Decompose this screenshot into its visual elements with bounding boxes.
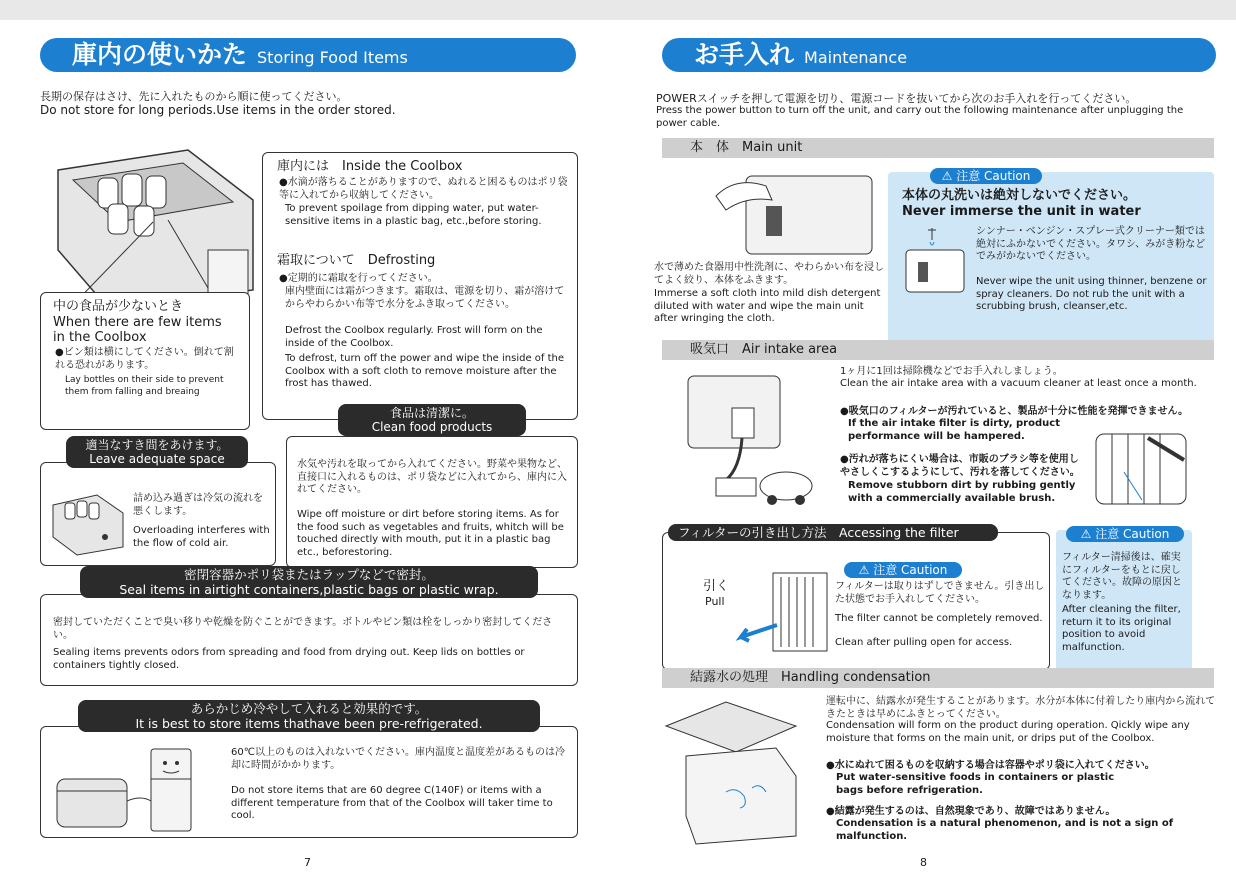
intro-jp: POWERスイッチを押して電源を切り、電源コードを抜いてから次のお手入れを行ってください。 (656, 92, 1137, 105)
condensation-bar: 結露水の処理 Handling condensation (662, 668, 1214, 688)
cond-jp: 運転中に、結露水が発生することがあります。水分が本体に付着したり庫内から流れてきたときは早めにふきとってください。 (826, 696, 1216, 720)
title-jp: 庫内の使いかた (72, 40, 248, 69)
precool-tag-en: It is best to store items thathave been pre-refrigerated. (135, 716, 483, 731)
inside-jp: ●水滴が落ちることがありますので、ぬれると困るものはポリ袋等に入れてから収納してください。 (279, 177, 568, 201)
defrost-jp1: ●定期的に霜取を行ってください。 (279, 273, 438, 284)
defrost-en1: Defrost the Coolbox regularly. Frost will form on the inside of the Coolbox. (285, 325, 543, 349)
caution-head-jp: 本体の丸洗いは絶対しないでください。 (902, 188, 1137, 203)
open-coolbox-illustration (656, 696, 806, 846)
space-tag-en: Leave adequate space (89, 452, 225, 466)
cond-b2-jp: ●結露が発生するのは、自然現象であり、故障ではありません。 (826, 806, 1116, 817)
cond-b2-en: Condensation is a natural phenomenon, and is not a sign of malfunction. (836, 818, 1174, 842)
precool-tag-jp: あらかじめ冷やして入れると効果的です。 (190, 701, 428, 716)
side-caution-en: After cleaning the filter, return it to its original position to avoid malfunction. (1062, 604, 1181, 653)
cond-b1-jp: ●水にぬれて困るものを収納する場合は容器やポリ袋に入れてください。 (826, 760, 1155, 771)
filter-access-box (662, 532, 1050, 670)
filter-side-caution-label: ⚠ 注意 Caution (1066, 526, 1184, 542)
inside-en: To prevent spoilage from dipping water, put water-sensitive items in a plastic bag, etc.,before storing. (285, 203, 542, 227)
seal-jp: 密封していただくことで臭い移りや乾燥を防ぐことができます。ボトルやビン類は栓をしっかり密封してください。 (53, 617, 553, 641)
precool-en: Do not store items that are 60 degree C(140F) or items with a different temperature from that of the Coolbox will taker time to cool. (231, 785, 553, 821)
page-number-right: 8 (920, 856, 927, 869)
space-jp: 詰め込み過ぎは冷気の流れを悪くします。 (133, 493, 263, 517)
clean-tag-en: Clean food products (371, 420, 493, 434)
title-jp: お手入れ (694, 40, 795, 69)
pre-refrigerated-box (40, 726, 578, 838)
brush-filter-illustration (1088, 430, 1194, 506)
main-unit-en: Immerse a soft cloth into mild dish detergent diluted with water and wipe the main unit after wringing the cloth. (654, 288, 881, 324)
filter-caution-en1: The filter cannot be completely removed. (835, 613, 1043, 624)
few-heading-jp: 中の食品が少ないとき (53, 299, 184, 314)
air-en: Clean the air intake area with a vacuum cleaner at least once a month. (840, 378, 1197, 389)
filter-access-bar: フィルターの引き出し方法 Accessing the filter (668, 524, 998, 541)
section-title-maintenance (662, 38, 1216, 72)
pre-refrigerated-tag (78, 700, 540, 732)
pull-en: Pull (705, 595, 725, 608)
seal-en: Sealing items prevents odors from spreading and food from drying out. Keep lids on bottles or containers tightly closed. (53, 647, 525, 671)
seal-tag-en: Seal items in airtight containers,plastic bags or plastic wrap. (119, 582, 499, 597)
title-en: Maintenance (804, 48, 908, 67)
clean-tag-jp: 食品は清潔に。 (389, 406, 474, 420)
main-unit-bar: 本 体 Main unit (662, 138, 1214, 158)
few-items-box (40, 292, 250, 430)
page-maintenance (618, 20, 1236, 876)
section-title-storing (40, 38, 576, 72)
cond-b1-en: Put water-sensitive foods in containers or plastic bags before refrigeration. (836, 772, 1115, 796)
coolbox-interior-illustration (38, 130, 266, 310)
intro-en: Do not store for long periods.Use items in the order stored. (40, 103, 396, 117)
main-unit-jp: 水で薄めた食器用中性洗剤に、やわらかい布を浸してよく絞り、本体をふきます。 (654, 262, 884, 286)
fridge-coolbox-illustration (51, 745, 211, 835)
space-tag-jp: 適当なすき間をあけます。 (85, 438, 229, 452)
main-unit-caution-box (888, 172, 1214, 346)
filter-side-caution-box (1056, 530, 1192, 672)
intro-jp: 長期の保存はさけ、先に入れたものから順に使ってください。 (40, 90, 348, 103)
defrost-heading: 霜取について Defrosting (277, 253, 436, 268)
vacuum-cleaning-illustration (676, 368, 814, 508)
air-intake-bar: 吸気口 Air intake area (662, 340, 1214, 360)
air-b1-jp: ●吸気口のフィルターが汚れていると、製品が十分に性能を発揮できません。 (840, 406, 1189, 417)
filter-pull-illustration (733, 567, 833, 657)
filter-caution-label: ⚠ 注意 Caution (844, 562, 962, 578)
clean-food-box (286, 436, 578, 568)
seal-items-box (40, 594, 578, 686)
filter-caution-en2: Clean after pulling open for access. (835, 637, 1013, 648)
intro-en: Press the power button to turn off the unit, and carry out the following maintenance after unplugging the power cable. (656, 105, 1184, 129)
few-heading-en1: When there are few items (53, 315, 222, 330)
defrost-jp2: 庫内壁面には霜がつきます。霜取は、電源を切り、霜が溶けてからやわらかい布等で水分をふき取ってください。 (285, 286, 565, 310)
seal-tag-jp: 密閉容器かポリ袋またはラップなどで密封。 (184, 567, 434, 582)
cond-en: Condensation will form on the product during operation. Qickly wipe any moisture that forms on the main unit, or drips put of the Coolbox. (826, 720, 1190, 744)
air-jp: 1ヶ月に1回は掃除機などでお手入れしましょう。 (840, 366, 1063, 377)
precool-jp: 60℃以上のものは入れないでください。庫内温度と温度差があるものは冷却に時間がかかります。 (231, 747, 565, 771)
seal-items-tag (80, 566, 538, 598)
inside-heading: 庫内には Inside the Coolbox (277, 159, 463, 174)
inside-coolbox-box (262, 152, 578, 420)
adequate-space-tag (66, 436, 248, 468)
immersion-warning-illustration (902, 226, 972, 296)
caution-jp: シンナー・ベンジン・スプレー式クリーナー類では絶対にふかないでください。タワシ、みがき粉などでみがかないでください。 (976, 226, 1206, 262)
clean-food-tag (338, 404, 526, 436)
air-b2-jp: ●汚れが落ちにくい場合は、市販のブラシ等を使用しやさしくこするようにして、汚れを落してください。 (840, 454, 1080, 478)
top-band (0, 0, 1236, 20)
caution-en: Never wipe the unit using thinner, benzene or spray cleaners. Do not rub the unit with a scrubbing brush, cleanser,etc. (976, 276, 1207, 312)
wiping-unit-illustration (706, 166, 876, 258)
air-b2-en: Remove stubborn dirt by rubbing gently with a commercially available brush. (848, 480, 1076, 504)
air-b1-en: If the air intake filter is dirty, product performance will be hampered. (848, 418, 1060, 442)
clean-en: Wipe off moisture or dirt before storing items. As for the food such as vegetables and fruits, whitch will be touched directly with mouth, put it in a plastic bag etc., beforestoring. (297, 509, 564, 558)
overloaded-coolbox-illustration (47, 485, 127, 557)
page-number-left: 7 (304, 856, 311, 869)
few-en: Lay bottles on their side to prevent them from falling and breaing (65, 375, 224, 397)
defrost-en2: To defrost, turn off the power and wipe the inside of the Coolbox with a soft cloth to remove moisture after the frost has thawed. (285, 353, 565, 389)
page-storing-food (0, 20, 618, 876)
few-heading-en2: in the Coolbox (53, 330, 147, 345)
space-en: Overloading interferes with the flow of cold air. (133, 525, 270, 549)
adequate-space-box (40, 462, 276, 566)
few-jp: ●ビン類は横にしてください。倒れて割れる恐れがあります。 (55, 347, 234, 371)
caution-head-en: Never immerse the unit in water (902, 204, 1141, 219)
clean-jp: 水気や汚れを取ってから入れてください。野菜や果物など、直接口に入れるものは、ポリ袋などに入れてから、庫内に入れてください。 (297, 459, 567, 495)
side-caution-jp: フィルター清掃後は、確実にフィルターをもとに戻してください。故障の原因となります。 (1062, 552, 1182, 601)
pull-jp: 引く (703, 579, 730, 594)
filter-caution-jp: フィルターは取りはずしできません。引き出した状態でお手入れしてください。 (835, 581, 1045, 605)
title-en: Storing Food Items (257, 48, 408, 67)
main-unit-caution-label: ⚠ 注意 Caution (930, 168, 1042, 184)
